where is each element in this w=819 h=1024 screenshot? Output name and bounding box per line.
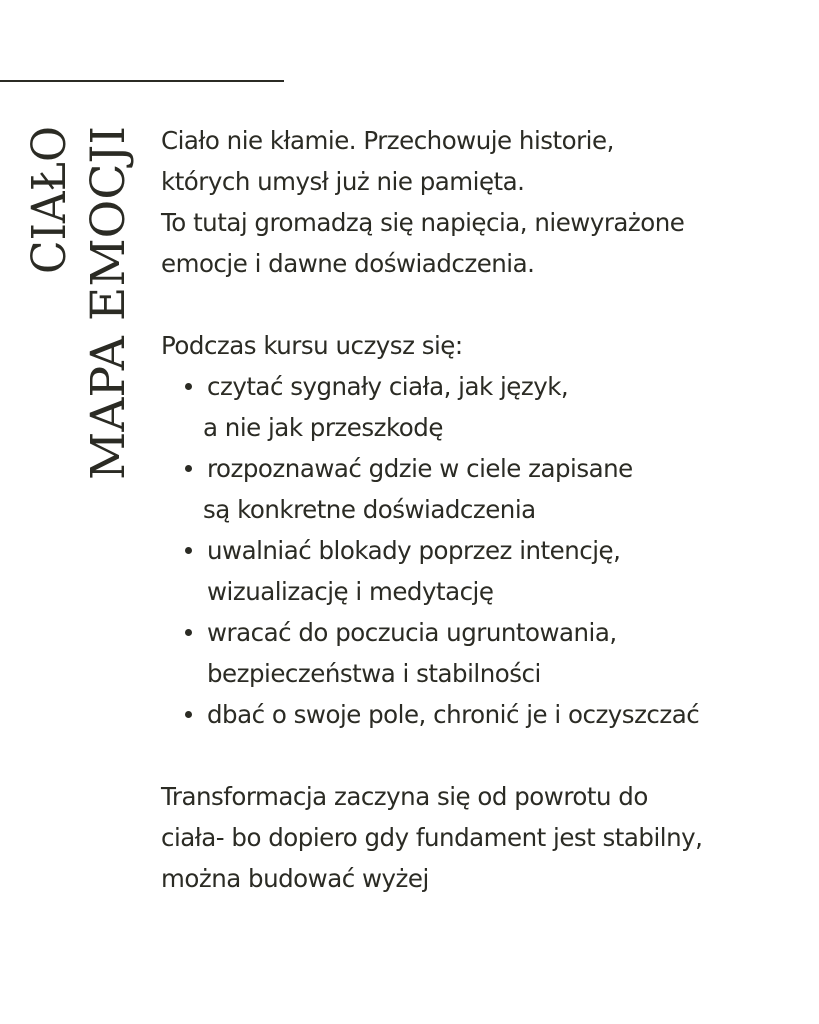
closing-line-2: ciała- bo dopiero gdy fundament jest stabilny, bbox=[161, 823, 703, 852]
intro-line-3: To tutaj gromadzą się napięcia, niewyrażone bbox=[161, 208, 685, 237]
bullet-dot-1 bbox=[185, 383, 192, 390]
bullet-2-line-1: rozpoznawać gdzie w ciele zapisane bbox=[207, 454, 633, 483]
closing-line-1: Transformacja zaczyna się od powrotu do bbox=[161, 782, 648, 811]
bullet-dot-4 bbox=[185, 629, 192, 636]
vertical-title bbox=[20, 29, 136, 480]
course-heading: Podczas kursu uczysz się: bbox=[161, 331, 463, 360]
top-divider-line bbox=[0, 80, 284, 82]
bullet-3-line-1: uwalniać blokady poprzez intencję, bbox=[207, 536, 621, 565]
bullet-4-line-2: bezpieczeństwa i stabilności bbox=[207, 659, 541, 688]
bullet-dot-2 bbox=[185, 465, 192, 472]
title-line-1: CIAŁO bbox=[21, 71, 77, 274]
bullet-4-line-1: wracać do poczucia ugruntowania, bbox=[207, 618, 617, 647]
bullet-2-line-2: są konkretne doświadczenia bbox=[203, 495, 536, 524]
intro-line-4: emocje i dawne doświadczenia. bbox=[161, 249, 535, 278]
bullet-3-line-2: wizualizację i medytację bbox=[207, 577, 494, 606]
intro-line-2: których umysł już nie pamięta. bbox=[161, 167, 525, 196]
vertical-title-svg bbox=[20, 29, 136, 480]
title-line-2: MAPA EMOCJI bbox=[80, 29, 136, 480]
bullet-dot-5 bbox=[185, 711, 192, 718]
bullet-1-line-2: a nie jak przeszkodę bbox=[203, 413, 443, 442]
bullet-1-line-1: czytać sygnały ciała, jak język, bbox=[207, 372, 569, 401]
bullet-5-line-1: dbać o swoje pole, chronić je i oczyszczać bbox=[207, 700, 700, 729]
bullet-dot-3 bbox=[185, 547, 192, 554]
closing-line-3: można budować wyżej bbox=[161, 864, 429, 893]
intro-line-1: Ciało nie kłamie. Przechowuje historie, bbox=[161, 126, 614, 155]
